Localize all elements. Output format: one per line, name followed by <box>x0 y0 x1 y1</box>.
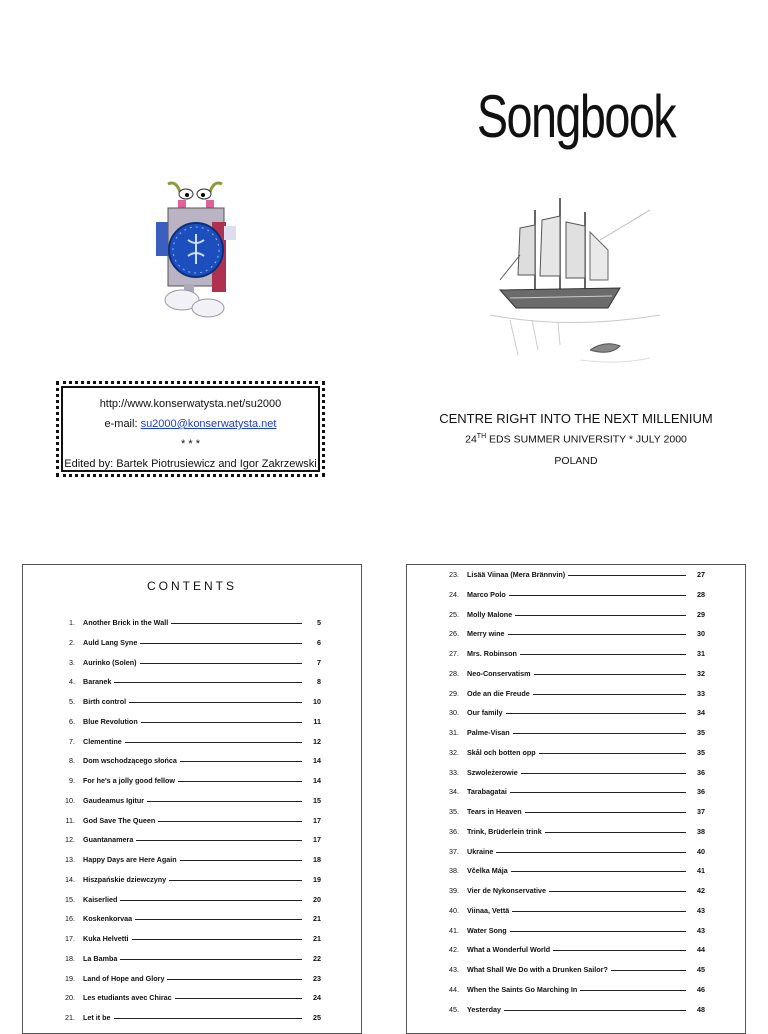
toc-entry-page: 43 <box>697 925 705 935</box>
toc-entry[interactable] <box>437 782 705 796</box>
toc-entry-number: 44. <box>449 984 459 994</box>
editors-credit: Edited by: Bartek Piotrusiewicz and Igor Zakrzewski <box>64 458 317 470</box>
email-link[interactable]: su2000@konserwatysta.net <box>140 418 277 430</box>
event-suffix: TH <box>476 433 487 440</box>
toc-entry-number: 31. <box>449 728 459 737</box>
toc-entry-title: Clementine <box>83 736 122 746</box>
toc-leader-line <box>539 753 686 754</box>
toc-entry-title: Ukraine <box>467 846 494 856</box>
toc-leader-line <box>549 891 686 892</box>
toc-leader-line <box>515 615 686 616</box>
toc-entry-number: 15. <box>65 894 75 904</box>
toc-entry[interactable] <box>53 771 321 785</box>
toc-leader-line <box>125 742 302 743</box>
toc-entry[interactable] <box>437 881 705 895</box>
toc-entry-number: 29. <box>449 688 459 698</box>
toc-entry-page: 43 <box>697 905 705 915</box>
toc-entry-title: Koskenkorvaa <box>83 914 133 924</box>
email-label: e-mail: <box>104 418 141 430</box>
website-url[interactable]: http://www.konserwatysta.net/su2000 <box>99 398 282 410</box>
toc-entry-page: 34 <box>697 708 705 718</box>
toc-entry-number: 37. <box>449 846 459 856</box>
toc-entry-number: 23. <box>449 570 459 579</box>
toc-entry-title: Water Song <box>467 925 507 935</box>
toc-entry-number: 41. <box>449 925 459 935</box>
toc-entry-number: 19. <box>65 973 75 983</box>
toc-leader-line <box>533 694 686 695</box>
toc-entry-title: Tarabagatai <box>467 787 507 797</box>
toc-entry[interactable] <box>437 703 705 717</box>
toc-entry-number: 42. <box>449 945 459 955</box>
toc-entry-number: 18. <box>65 953 75 963</box>
toc-entry-number: 20. <box>65 993 75 1003</box>
toc-leader-line <box>504 1010 686 1011</box>
toc-entry-title: What a Wonderful World <box>467 945 551 955</box>
toc-leader-line <box>496 852 686 853</box>
toc-entry-title: Merry wine <box>467 629 505 639</box>
toc-entry-page: 32 <box>697 668 705 678</box>
toc-entry-number: 40. <box>449 905 459 915</box>
toc-entry-number: 7. <box>69 736 75 746</box>
toc-entry-number: 33. <box>449 767 459 777</box>
toc-entry-number: 45. <box>449 1004 459 1014</box>
toc-entry-number: 5. <box>69 697 75 706</box>
toc-entry[interactable] <box>437 842 705 856</box>
toc-entry-page: 42 <box>697 886 705 895</box>
toc-entry-title: Trink, Brüderlein trink <box>467 826 542 836</box>
email-line <box>59 414 322 434</box>
toc-entry-page: 21 <box>313 934 321 943</box>
toc-leader-line <box>141 722 302 723</box>
contents-page-left <box>22 564 362 1034</box>
toc-entry-page: 14 <box>313 756 321 766</box>
toc-entry[interactable] <box>437 684 705 698</box>
toc-entry-page: 36 <box>697 787 705 797</box>
toc-leader-line <box>167 979 302 980</box>
toc-entry[interactable] <box>437 822 705 836</box>
toc-leader-line <box>580 990 686 991</box>
toc-entry-number: 39. <box>449 886 459 895</box>
toc-entry-page: 24 <box>313 993 321 1003</box>
toc-entry-number: 36. <box>449 826 459 836</box>
toc-entry-title: Skål och botten opp <box>467 747 536 757</box>
toc-entry-title: Blue Revolution <box>83 716 138 726</box>
toc-entry-page: 45 <box>697 965 705 974</box>
toc-entry-title: Kaiserlied <box>83 894 118 904</box>
songbook-title: Songbook <box>476 83 676 150</box>
toc-entry-number: 13. <box>65 855 75 864</box>
toc-entry-number: 26. <box>449 629 459 639</box>
toc-entry-page: 28 <box>697 589 705 599</box>
toc-entry-title: Auld Lang Syne <box>83 637 138 647</box>
toc-entry-page: 20 <box>313 894 321 904</box>
toc-leader-line <box>525 812 686 813</box>
toc-entry[interactable] <box>437 940 705 954</box>
toc-leader-line <box>534 674 686 675</box>
toc-entry-page: 46 <box>697 984 705 994</box>
toc-entry-title: Les etudiants avec Chirac <box>83 993 172 1003</box>
toc-entry-title: Land of Hope and Glory <box>83 973 165 983</box>
toc-entry-title: Lisää Viinaa (Mera Brännvin) <box>467 570 566 579</box>
toc-entry-number: 8. <box>69 756 75 766</box>
toc-leader-line <box>171 623 302 624</box>
toc-entry-title: Another Brick in the Wall <box>83 618 169 627</box>
toc-leader-line <box>132 939 302 940</box>
toc-entry-title: Palme-Visan <box>467 728 510 737</box>
toc-entry-page: 19 <box>313 874 321 884</box>
mascot-illustration <box>150 178 242 318</box>
toc-entry-title: God Save The Queen <box>83 815 156 825</box>
toc-entry[interactable] <box>437 585 705 599</box>
toc-leader-line <box>545 832 686 833</box>
toc-entry-page: 18 <box>313 855 321 864</box>
event-line <box>420 433 732 446</box>
sailing-ship-illustration <box>480 180 670 390</box>
toc-entry-title: Včelka Mája <box>467 866 508 876</box>
toc-leader-line <box>175 998 302 999</box>
toc-entry-number: 32. <box>449 747 459 757</box>
toc-leader-line <box>506 713 686 714</box>
toc-entry-page: 27 <box>697 570 705 579</box>
toc-entry-title: Ode an die Freude <box>467 688 530 698</box>
toc-entry-number: 9. <box>69 776 75 785</box>
toc-entry-page: 48 <box>697 1004 705 1014</box>
toc-leader-line <box>158 821 302 822</box>
toc-leader-line <box>120 900 302 901</box>
contents-page-right <box>406 564 746 1034</box>
toc-entry[interactable] <box>53 732 321 746</box>
toc-entry-title: For he's a jolly good fellow <box>83 776 175 785</box>
toc-entry-title: Szwoleżerowie <box>467 767 518 777</box>
toc-leader-line <box>508 634 686 635</box>
toc-entry-page: 6 <box>317 637 321 647</box>
toc-entry-number: 21. <box>65 1013 75 1022</box>
toc-leader-line <box>114 1018 302 1019</box>
toc-entry-number: 25. <box>449 609 459 619</box>
toc-entry-title: Yesterday <box>467 1004 501 1014</box>
toc-entry-title: Baranek <box>83 677 112 687</box>
toc-entry-title: Marco Polo <box>467 589 506 599</box>
toc-entry[interactable] <box>53 988 321 1002</box>
toc-entry[interactable] <box>437 861 705 875</box>
toc-entry-page: 17 <box>313 835 321 845</box>
toc-entry-number: 16. <box>65 914 75 924</box>
toc-entry[interactable] <box>53 969 321 983</box>
toc-entry-title: Gaudeamus Igitur <box>83 795 145 805</box>
toc-leader-line <box>140 643 302 644</box>
toc-entry-number: 28. <box>449 668 459 678</box>
toc-entry-page: 37 <box>697 807 705 816</box>
toc-entry-number: 2. <box>69 637 75 647</box>
toc-entry-page: 14 <box>313 776 321 785</box>
separator: * * * <box>181 438 200 450</box>
toc-entry-title: Dom wschodzącego słońca <box>83 756 177 766</box>
toc-entry[interactable] <box>437 664 705 678</box>
toc-entry-title: What Shall We Do with a Drunken Sailor? <box>467 965 608 974</box>
toc-leader-line <box>120 959 302 960</box>
toc-entry-number: 27. <box>449 649 459 658</box>
toc-entry-page: 38 <box>697 826 705 836</box>
toc-entry-title: Let it be <box>83 1013 111 1022</box>
toc-entry[interactable] <box>53 672 321 686</box>
toc-entry-title: Guantanamera <box>83 835 134 845</box>
toc-entry[interactable] <box>53 890 321 904</box>
toc-entry[interactable] <box>437 624 705 638</box>
toc-leader-line <box>136 840 302 841</box>
toc-entry-page: 35 <box>697 728 705 737</box>
toc-entry[interactable] <box>437 802 705 816</box>
toc-entry-page: 30 <box>697 629 705 639</box>
toc-entry-title: Aurinko (Solen) <box>83 657 137 667</box>
toc-entry-title: Viinaa, Vettä <box>467 905 510 915</box>
toc-entry-page: 11 <box>313 716 321 726</box>
toc-entry-title: Neo-Conservatism <box>467 668 531 678</box>
toc-leader-line <box>568 575 686 576</box>
tagline: CENTRE RIGHT INTO THE NEXT MILLENIUM <box>439 411 713 426</box>
toc-leader-line <box>140 663 302 664</box>
toc-entry-page: 33 <box>697 688 705 698</box>
toc-entry-page: 36 <box>697 767 705 777</box>
toc-leader-line <box>512 911 686 912</box>
toc-leader-line <box>510 931 686 932</box>
toc-entry-title: When the Saints Go Marching In <box>467 984 578 994</box>
toc-leader-line <box>169 880 302 881</box>
toc-entry[interactable] <box>53 712 321 726</box>
toc-entry-page: 44 <box>697 945 705 955</box>
toc-entry[interactable] <box>437 980 705 994</box>
toc-entry-title: Tears in Heaven <box>467 807 522 816</box>
toc-entry[interactable] <box>53 909 321 923</box>
toc-entry[interactable] <box>53 751 321 765</box>
toc-entry-page: 35 <box>697 747 705 757</box>
toc-leader-line <box>509 595 686 596</box>
toc-entry-number: 35. <box>449 807 459 816</box>
toc-leader-line <box>114 682 302 683</box>
toc-entry-page: 8 <box>317 677 321 687</box>
contents-heading: CONTENTS <box>147 579 237 593</box>
toc-entry-page: 41 <box>697 866 705 876</box>
toc-entry-number: 4. <box>69 677 75 687</box>
toc-leader-line <box>611 970 686 971</box>
toc-entry-number: 12. <box>65 835 75 845</box>
toc-entry[interactable] <box>53 850 321 864</box>
toc-entry-title: Vier de Nykonservative <box>467 886 546 895</box>
toc-entry-page: 7 <box>317 657 321 667</box>
toc-entry-page: 17 <box>313 815 321 825</box>
toc-entry-page: 12 <box>313 736 321 746</box>
toc-entry-page: 22 <box>313 953 321 963</box>
toc-entry[interactable] <box>53 613 321 627</box>
toc-entry[interactable] <box>437 960 705 974</box>
country: POLAND <box>554 455 598 467</box>
toc-entry-page: 31 <box>697 649 705 658</box>
toc-leader-line <box>521 773 686 774</box>
toc-entry-title: Birth control <box>83 697 127 706</box>
toc-entry-page: 10 <box>313 697 321 706</box>
toc-entry-title: Hiszpańskie dziewczyny <box>83 874 167 884</box>
toc-entry[interactable] <box>53 633 321 647</box>
toc-entry[interactable] <box>53 1008 321 1022</box>
toc-entry-number: 24. <box>449 589 459 599</box>
toc-entry-number: 43. <box>449 965 459 974</box>
toc-entry-page: 25 <box>313 1013 321 1022</box>
contact-info-box <box>56 381 325 477</box>
toc-entry[interactable] <box>53 811 321 825</box>
toc-entry[interactable] <box>437 763 705 777</box>
toc-entry-title: Kuka Helvetti <box>83 934 129 943</box>
toc-entry[interactable] <box>53 870 321 884</box>
toc-leader-line <box>553 950 686 951</box>
toc-entry-page: 40 <box>697 846 705 856</box>
toc-entry-page: 29 <box>697 609 705 619</box>
toc-entry-title: Mrs. Robinson <box>467 649 517 658</box>
toc-entry-number: 11. <box>65 815 75 825</box>
toc-entry[interactable] <box>437 565 705 579</box>
toc-entry-page: 21 <box>313 914 321 924</box>
toc-entry-title: Happy Days are Here Again <box>83 855 177 864</box>
toc-entry[interactable] <box>437 743 705 757</box>
toc-entry-page: 5 <box>317 618 321 627</box>
toc-entry[interactable] <box>437 723 705 737</box>
toc-entry[interactable] <box>437 1000 705 1014</box>
toc-entry[interactable] <box>53 830 321 844</box>
toc-leader-line <box>520 654 686 655</box>
toc-entry[interactable] <box>437 901 705 915</box>
toc-leader-line <box>147 801 302 802</box>
toc-leader-line <box>513 733 686 734</box>
toc-entry-number: 6. <box>69 716 75 726</box>
event-description: EDS SUMMER UNIVERSITY * JULY 2000 <box>486 433 687 446</box>
toc-entry[interactable] <box>53 653 321 667</box>
toc-leader-line <box>135 919 302 920</box>
toc-entry-number: 30. <box>449 708 459 718</box>
toc-entry-number: 34. <box>449 787 459 797</box>
toc-entry-number: 38. <box>449 866 459 876</box>
event-number: 24 <box>465 433 477 446</box>
toc-entry-number: 10. <box>65 795 75 805</box>
toc-entry-number: 3. <box>69 657 75 667</box>
toc-leader-line <box>511 871 686 872</box>
toc-entry-number: 14. <box>65 874 75 884</box>
toc-entry[interactable] <box>53 791 321 805</box>
toc-entry-title: Molly Malone <box>467 609 513 619</box>
toc-leader-line <box>510 792 686 793</box>
toc-entry-number: 1. <box>69 618 75 627</box>
toc-entry[interactable] <box>437 921 705 935</box>
toc-entry-page: 23 <box>313 973 321 983</box>
toc-leader-line <box>180 860 302 861</box>
toc-entry-title: La Bamba <box>83 953 118 963</box>
toc-entry[interactable] <box>437 644 705 658</box>
toc-entry-page: 15 <box>313 795 321 805</box>
toc-entry[interactable] <box>437 605 705 619</box>
toc-leader-line <box>180 761 302 762</box>
toc-entry-title: Our family <box>467 708 503 718</box>
toc-leader-line <box>129 702 302 703</box>
toc-entry[interactable] <box>53 692 321 706</box>
toc-entry[interactable] <box>53 929 321 943</box>
toc-entry-number: 17. <box>65 934 75 943</box>
toc-entry[interactable] <box>53 949 321 963</box>
toc-leader-line <box>178 781 302 782</box>
